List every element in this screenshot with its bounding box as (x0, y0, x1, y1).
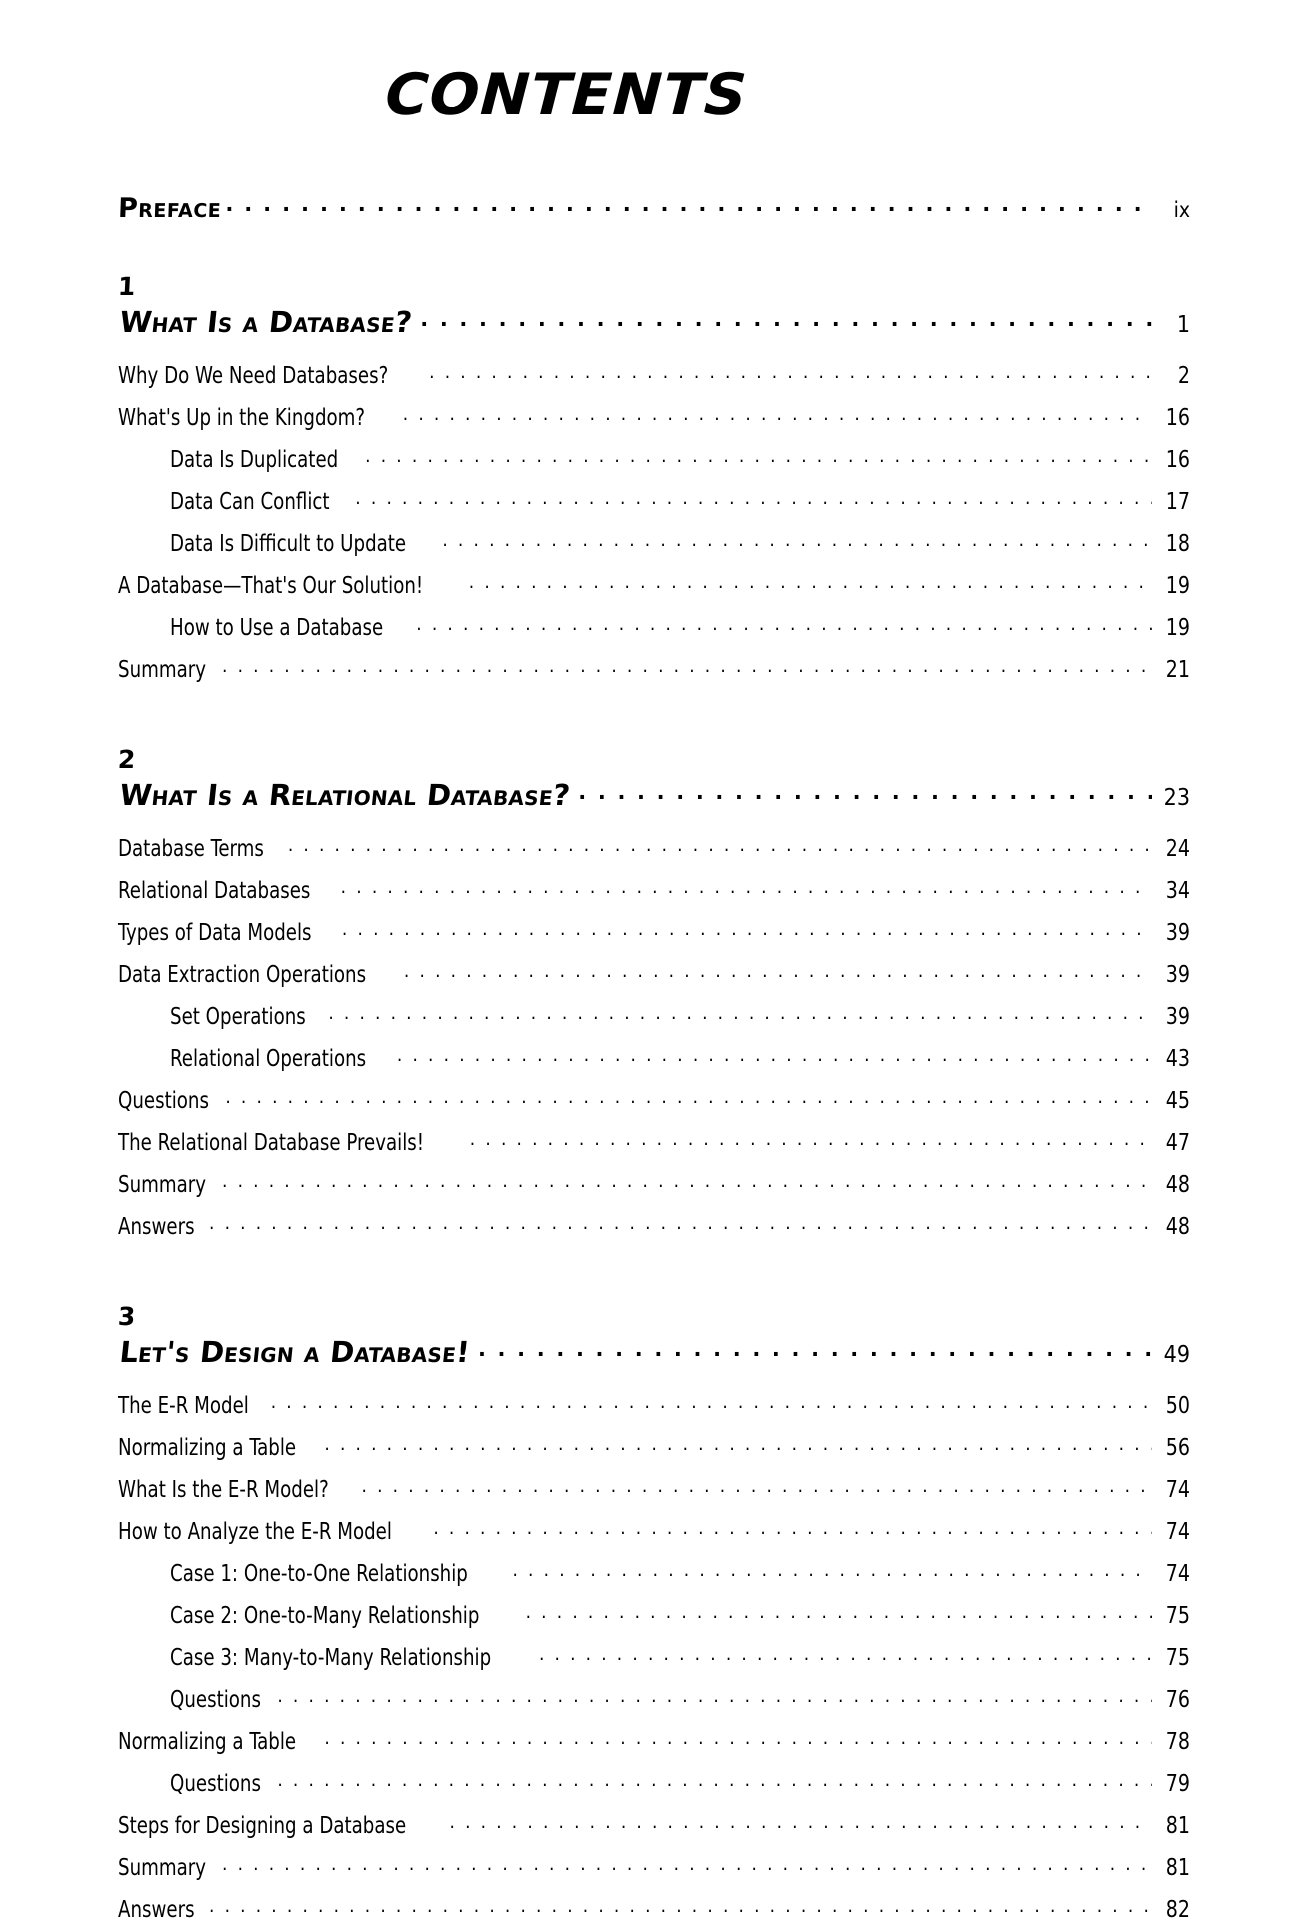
toc-entry-label: Questions (170, 1771, 261, 1797)
toc-entry-label: Steps for Designing a Database (118, 1813, 407, 1839)
dot-leader (355, 486, 1152, 509)
toc-entry-page-number: 74 (1165, 1519, 1190, 1545)
toc-entry-page-number: 56 (1165, 1435, 1190, 1461)
dot-leader (578, 776, 1152, 805)
toc-entry-label: Questions (118, 1088, 209, 1114)
toc-entry-label: Preface (117, 193, 222, 224)
toc-entry-label: Normalizing a Table (118, 1729, 297, 1755)
toc-entry-section[interactable] (118, 952, 1190, 994)
toc-entry-page-number: 1 (1176, 312, 1190, 338)
toc-entry-label: Database Terms (118, 836, 264, 862)
toc-entry-page-number: 49 (1163, 1342, 1190, 1368)
toc-entry-label: Summary (118, 1172, 206, 1198)
toc-entry-section[interactable] (118, 1078, 1190, 1120)
toc-entry-page-number: 79 (1165, 1771, 1190, 1797)
toc-entry-section[interactable] (118, 395, 1190, 437)
toc-entry-section[interactable] (118, 1120, 1190, 1162)
toc-entry-label: Case 1: One-to-One Relationship (170, 1561, 468, 1587)
toc-entry-label: Why Do We Need Databases? (118, 363, 389, 389)
toc-entry-page-number: 74 (1165, 1561, 1190, 1587)
toc-entry-chapter-title[interactable] (118, 303, 1190, 339)
toc-entry-label: Let's Design a Database! (118, 1335, 472, 1369)
toc-entry-list (0, 190, 1300, 1929)
page-title: CONTENTS (383, 62, 750, 128)
toc-entry-label: How to Use a Database (170, 615, 384, 641)
toc-entry-section[interactable] (118, 1509, 1190, 1551)
toc-entry-page-number: 21 (1165, 657, 1190, 683)
toc-entry-page-number: 75 (1165, 1603, 1190, 1629)
toc-entry-page-number: 2 (1177, 363, 1190, 389)
toc-entry-subsection[interactable] (118, 1036, 1190, 1078)
toc-entry-label: Case 3: Many-to-Many Relationship (170, 1645, 492, 1671)
toc-entry-section[interactable] (118, 1887, 1190, 1929)
toc-entry-page-number: 16 (1165, 405, 1190, 431)
page-title-container (0, 0, 1300, 128)
toc-entry-subsection[interactable] (118, 605, 1190, 647)
toc-entry-label: How to Analyze the E-R Model (118, 1519, 392, 1545)
toc-entry-page-number: 81 (1165, 1813, 1190, 1839)
dot-leader (365, 444, 1152, 467)
toc-entry-subsection[interactable] (118, 479, 1190, 521)
toc-entry-label: Case 2: One-to-Many Relationship (170, 1603, 480, 1629)
toc-entry-label: Answers (118, 1897, 195, 1923)
dot-leader (222, 1852, 1152, 1875)
toc-entry-section[interactable] (118, 353, 1190, 395)
toc-entry-label: Set Operations (170, 1004, 306, 1030)
toc-entry-subsection[interactable] (118, 1761, 1190, 1803)
toc-entry-section[interactable] (118, 1162, 1190, 1204)
dot-leader (416, 612, 1152, 635)
dot-leader (469, 570, 1152, 593)
dot-leader (512, 1558, 1152, 1581)
toc-entry-section[interactable] (118, 1803, 1190, 1845)
toc-entry-subsection[interactable] (118, 1635, 1190, 1677)
toc-entry-label: A Database—That's Our Solution! (118, 573, 424, 599)
toc-entry-section[interactable] (118, 1383, 1190, 1425)
dot-leader (277, 1768, 1152, 1791)
toc-entry-section[interactable] (118, 1204, 1190, 1246)
chapters-container (118, 274, 1190, 1929)
toc-entry-chapter-title[interactable] (118, 1333, 1190, 1369)
toc-entry-label: What's Up in the Kingdom? (118, 405, 366, 431)
dot-leader (539, 1642, 1152, 1665)
chapter-number: 1 (117, 272, 137, 301)
toc-entry-label: Data Extraction Operations (118, 962, 367, 988)
toc-entry-label: The Relational Database Prevails! (118, 1130, 425, 1156)
dot-leader (288, 833, 1152, 856)
toc-entry-subsection[interactable] (118, 1593, 1190, 1635)
toc-entry-label: Relational Databases (118, 878, 311, 904)
dot-leader (442, 528, 1152, 551)
toc-entry-section[interactable] (118, 868, 1190, 910)
toc-entry-page-number: 16 (1165, 447, 1190, 473)
dot-leader (324, 1726, 1152, 1749)
chapter-number: 3 (117, 1302, 137, 1331)
toc-entry-page-number: 78 (1165, 1729, 1190, 1755)
toc-entry-page-number: 82 (1165, 1897, 1190, 1923)
dot-leader (222, 654, 1152, 677)
dot-leader (341, 875, 1152, 898)
dot-leader (433, 1516, 1152, 1539)
dot-leader (420, 303, 1152, 332)
toc-entry-label: Summary (118, 657, 206, 683)
dot-leader (225, 1085, 1152, 1108)
toc-entry-label: The E-R Model (118, 1393, 249, 1419)
toc-entry-label: Data Is Difficult to Update (170, 531, 407, 557)
toc-entry-subsection[interactable] (118, 521, 1190, 563)
toc-entry-section[interactable] (118, 1467, 1190, 1509)
toc-entry-page-number: 75 (1165, 1645, 1190, 1671)
dot-leader (225, 190, 1152, 217)
toc-entry-page-number: 81 (1165, 1855, 1190, 1881)
dot-leader (470, 1127, 1152, 1150)
toc-entry-page-number: ix (1173, 198, 1190, 222)
dot-leader (403, 402, 1152, 425)
dot-leader (429, 360, 1152, 383)
toc-entry-page-number: 43 (1165, 1046, 1190, 1072)
toc-entry-section[interactable] (118, 1425, 1190, 1467)
toc-entry-chapter-title[interactable] (118, 776, 1190, 812)
toc-entry-subsection[interactable] (118, 1677, 1190, 1719)
toc-entry-label: Normalizing a Table (118, 1435, 297, 1461)
dot-leader (209, 1211, 1152, 1234)
toc-entry-section[interactable] (118, 563, 1190, 605)
toc-entry-page-number: 48 (1165, 1214, 1190, 1240)
dot-leader (328, 1001, 1152, 1024)
dot-leader (271, 1390, 1152, 1413)
chapter-number: 2 (117, 745, 137, 774)
toc-entry-page-number: 76 (1165, 1687, 1190, 1713)
toc-entry-page-number: 50 (1165, 1393, 1190, 1419)
toc-entry-section[interactable] (118, 1845, 1190, 1887)
toc-entry-section[interactable] (118, 826, 1190, 868)
toc-entry-label: What Is a Database? (118, 305, 414, 339)
toc-entry-page-number: 74 (1165, 1477, 1190, 1503)
toc-entry-label: What Is a Relational Database? (118, 778, 572, 812)
toc-entry-label: Relational Operations (170, 1046, 367, 1072)
toc-entry-page-number: 39 (1165, 920, 1190, 946)
toc-entry-page-number: 39 (1165, 1004, 1190, 1030)
toc-entry-section[interactable] (118, 1719, 1190, 1761)
dot-leader (362, 1474, 1152, 1497)
toc-entry-page-number: 47 (1165, 1130, 1190, 1156)
chapter-block (118, 1304, 1190, 1929)
toc-entry-label: Types of Data Models (118, 920, 312, 946)
toc-entry-section[interactable] (118, 647, 1190, 689)
toc-entry-page-number: 23 (1163, 785, 1190, 811)
toc-entry-section[interactable] (118, 910, 1190, 952)
toc-entry-label: Summary (118, 1855, 206, 1881)
toc-entry-page-number: 18 (1165, 531, 1190, 557)
toc-entry-label: Data Is Duplicated (170, 447, 339, 473)
dot-leader (397, 1043, 1152, 1066)
dot-leader (209, 1894, 1152, 1917)
toc-entry-label: Answers (118, 1214, 195, 1240)
dot-leader (404, 959, 1152, 982)
toc-entry-page-number: 17 (1165, 489, 1190, 515)
toc-entry-page-number: 39 (1165, 962, 1190, 988)
dot-leader (324, 1432, 1152, 1455)
toc-entry-preface[interactable] (118, 190, 1190, 224)
dot-leader (222, 1169, 1152, 1192)
dot-leader (478, 1333, 1152, 1362)
toc-entry-page-number: 48 (1165, 1172, 1190, 1198)
chapter-block (118, 274, 1190, 689)
toc-entry-page-number: 19 (1165, 573, 1190, 599)
dot-leader (450, 1810, 1152, 1833)
dot-leader (277, 1684, 1152, 1707)
toc-entry-page-number: 34 (1165, 878, 1190, 904)
toc-entry-label: Data Can Conflict (170, 489, 330, 515)
toc-entry-page-number: 45 (1165, 1088, 1190, 1114)
toc-entry-subsection[interactable] (118, 1551, 1190, 1593)
chapter-block (118, 747, 1190, 1246)
toc-entry-label: What Is the E-R Model? (118, 1477, 329, 1503)
toc-entry-page-number: 19 (1165, 615, 1190, 641)
toc-entry-page-number: 24 (1165, 836, 1190, 862)
dot-leader (526, 1600, 1152, 1623)
dot-leader (342, 917, 1152, 940)
toc-entry-subsection[interactable] (118, 994, 1190, 1036)
toc-entry-subsection[interactable] (118, 437, 1190, 479)
toc-entry-label: Questions (170, 1687, 261, 1713)
